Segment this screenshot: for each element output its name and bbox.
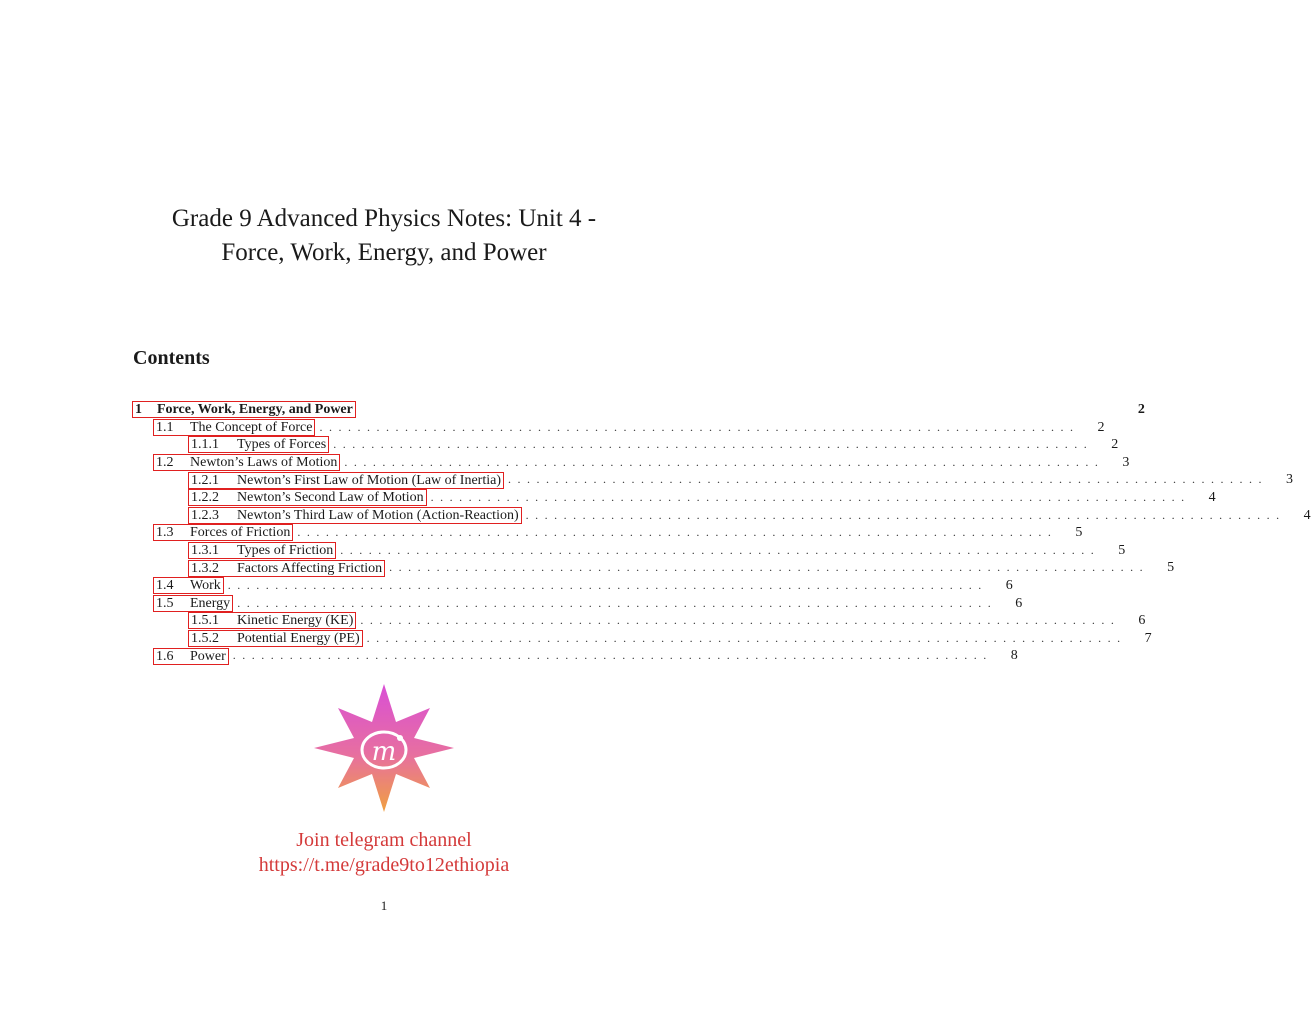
toc-leader-dots: ................................................................................: [297, 525, 1058, 540]
toc-entry-label: The Concept of Force: [190, 419, 313, 435]
toc-entry-number: 1.2.1: [191, 472, 219, 488]
toc-entry-label: Newton’s First Law of Motion (Law of Inertia): [237, 472, 501, 488]
toc-entry-label: Energy: [190, 595, 231, 611]
toc-leader-dots: ................................................................................: [319, 419, 1080, 434]
toc-entry[interactable]: [132, 559, 1175, 577]
toc-entry-link[interactable]: [153, 595, 233, 612]
toc-entry-label: Forces of Friction: [190, 525, 291, 541]
toc-leader-dots: ................................................................................: [237, 595, 998, 610]
title-line-1: Grade 9 Advanced Physics Notes: Unit 4 -: [171, 205, 597, 232]
toc-entry-page: 5: [1167, 560, 1175, 576]
toc-entry-number: 1.3.1: [191, 543, 219, 559]
toc-leader-dots: ................................................................................: [232, 648, 993, 663]
toc-entry-label: Newton’s Laws of Motion: [190, 455, 338, 471]
toc-entry-label: Kinetic Energy (KE): [237, 613, 354, 629]
toc-entry-label: Potential Energy (PE): [237, 631, 360, 647]
toc-leader-dots: ................................................................................: [366, 630, 1127, 645]
toc-entry-link[interactable]: [188, 507, 522, 524]
toc-entry-number: 1.1: [156, 419, 174, 435]
toc-entry-link[interactable]: [188, 612, 356, 629]
telegram-promo: [0, 828, 768, 878]
toc-entry-link[interactable]: [153, 648, 229, 665]
toc-entry-page: 3: [1286, 472, 1293, 488]
toc-entry[interactable]: [132, 647, 1018, 665]
toc-entry-link[interactable]: [188, 630, 363, 647]
telegram-label: Join telegram channel: [296, 829, 472, 851]
toc-entry-number: 1.5: [156, 595, 174, 611]
title-line-2: Force, Work, Energy, and Power: [221, 239, 547, 266]
toc-entry[interactable]: [132, 419, 1105, 437]
toc-entry-page: 6: [1005, 577, 1013, 593]
toc-entry-page: 2: [1097, 419, 1105, 435]
toc-entry[interactable]: [132, 595, 1023, 613]
toc-entry-page: 6: [1138, 613, 1146, 629]
toc-leader-dots: ................................................................................: [227, 577, 988, 592]
toc-leader-dots: ................................................................................: [333, 437, 1094, 452]
toc-entry-link[interactable]: [188, 542, 336, 559]
toc-entry-label: Power: [190, 648, 226, 664]
toc-entry[interactable]: [132, 524, 1083, 542]
toc-leader-dots: ................................................................................: [340, 542, 1101, 557]
toc-entry-label: Types of Forces: [237, 437, 327, 453]
toc-entry[interactable]: [132, 454, 1130, 472]
toc-leader-dots: ................................................................................: [344, 454, 1105, 469]
toc-entry-number: 1.5.1: [191, 613, 219, 629]
toc-entry[interactable]: [132, 577, 1013, 595]
toc-entry-link[interactable]: [153, 454, 340, 471]
toc-entry-label: Types of Friction: [237, 543, 334, 559]
contents-heading: Contents: [133, 347, 210, 369]
toc-entry-number: 1.3: [156, 525, 174, 541]
toc-entry-number: 1: [135, 402, 142, 418]
toc-entry-label: Force, Work, Energy, and Power: [157, 402, 353, 418]
toc-entry-number: 1.2.2: [191, 490, 219, 506]
toc-entry[interactable]: [132, 612, 1146, 630]
toc-entry[interactable]: [132, 436, 1119, 454]
logo-monogram: m: [371, 737, 397, 767]
toc-entry-label: Factors Affecting Friction: [237, 560, 383, 576]
toc-entry-link[interactable]: [188, 489, 427, 506]
toc-entry-number: 1.2.3: [191, 507, 219, 523]
toc-leader-dots: ................................................................................: [360, 613, 1121, 628]
toc-entry-page: 2: [1111, 437, 1119, 453]
toc-entry-link[interactable]: [188, 560, 385, 577]
toc-entry-page: 2: [1137, 402, 1145, 417]
toc-entry-link[interactable]: [132, 401, 356, 418]
toc-entry-page: 4: [1208, 489, 1216, 505]
toc-leader-dots: ................................................................................: [430, 489, 1191, 504]
toc-entry-page: 3: [1122, 454, 1130, 470]
toc-entry-link[interactable]: [153, 577, 224, 594]
toc-entry[interactable]: [132, 401, 1145, 419]
toc-entry-label: Newton’s Third Law of Motion (Action-Reaction): [237, 507, 519, 523]
toc-entry-page: 8: [1010, 648, 1018, 664]
telegram-link[interactable]: https://t.me/grade9to12ethiopia: [258, 854, 510, 876]
toc-entry-page: 4: [1303, 507, 1311, 523]
toc-entry-number: 1.3.2: [191, 560, 219, 576]
toc-entry-number: 1.1.1: [191, 437, 219, 453]
toc-entry-number: 1.2: [156, 455, 174, 471]
toc-entry[interactable]: [132, 471, 1293, 489]
toc-entry[interactable]: [132, 489, 1216, 507]
page-number: 1: [380, 898, 388, 913]
toc-entry-link[interactable]: [188, 472, 504, 489]
toc-entry-link[interactable]: [153, 524, 293, 541]
toc-entry-number: 1.5.2: [191, 631, 219, 647]
table-of-contents: [132, 401, 1311, 665]
toc-entry-number: 1.4: [156, 578, 174, 594]
toc-leader-dots: ................................................................................: [508, 472, 1268, 487]
toc-entry[interactable]: [132, 542, 1126, 560]
toc-entry-page: 5: [1118, 542, 1126, 558]
toc-entry-link[interactable]: [188, 436, 329, 453]
toc-entry-page: 5: [1075, 525, 1083, 541]
document-title: [0, 202, 768, 270]
toc-entry[interactable]: [132, 630, 1152, 648]
toc-entry[interactable]: [132, 507, 1311, 525]
toc-leader-dots: ................................................................................: [525, 507, 1286, 522]
toc-entry-link[interactable]: [153, 419, 315, 436]
star-logo-icon: [312, 682, 456, 814]
toc-entry-number: 1.6: [156, 648, 174, 664]
toc-entry-label: Work: [190, 578, 221, 594]
toc-leader-dots: ................................................................................: [389, 560, 1150, 575]
toc-entry-label: Newton’s Second Law of Motion: [237, 490, 424, 506]
toc-entry-page: 6: [1015, 595, 1023, 611]
toc-entry-page: 7: [1144, 630, 1152, 646]
